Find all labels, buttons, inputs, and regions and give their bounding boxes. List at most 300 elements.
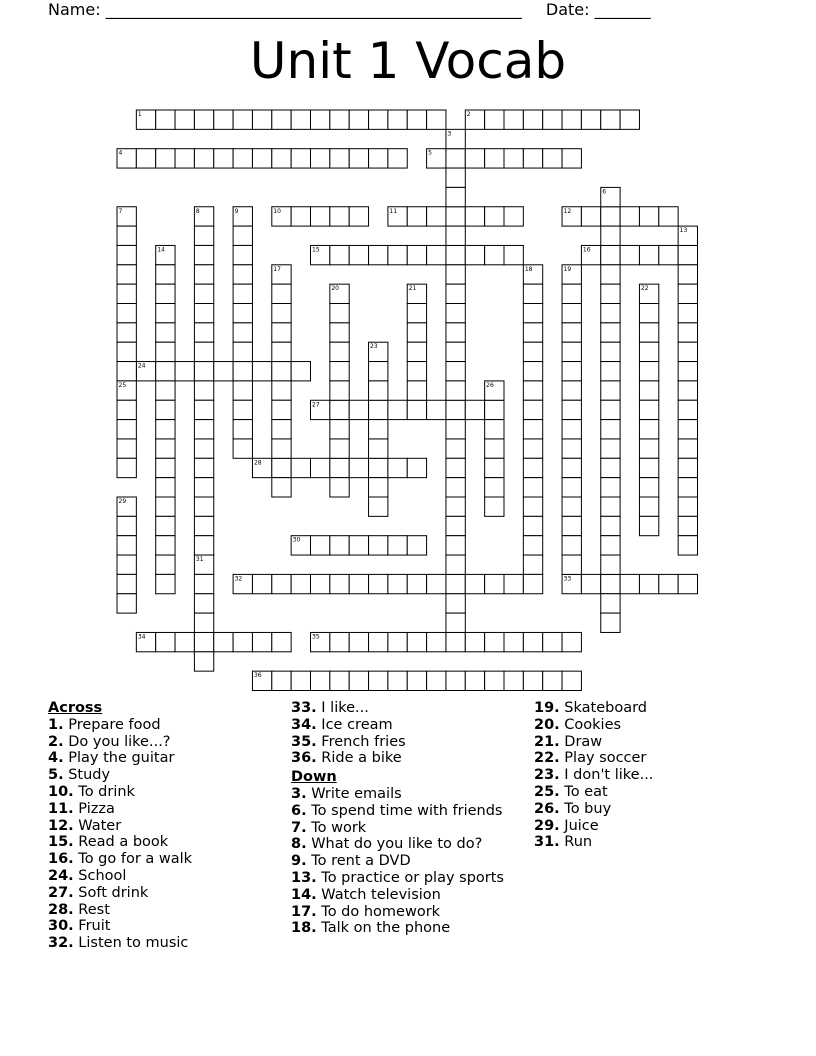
grid-cell[interactable] (175, 632, 194, 651)
grid-cell[interactable] (446, 497, 465, 516)
grid-cell[interactable] (252, 149, 271, 168)
grid-cell[interactable] (562, 110, 581, 129)
grid-cell[interactable] (291, 207, 310, 226)
grid-cell[interactable] (272, 304, 291, 323)
grid-cell[interactable] (446, 323, 465, 342)
grid-cell[interactable] (562, 516, 581, 535)
grid-cell[interactable] (330, 632, 349, 651)
grid-cell[interactable] (601, 497, 620, 516)
grid-cell[interactable] (601, 613, 620, 632)
grid-cell[interactable] (427, 110, 446, 129)
grid-cell[interactable] (504, 110, 523, 129)
grid-cell[interactable] (194, 458, 213, 477)
grid-cell[interactable] (446, 478, 465, 497)
grid-cell[interactable] (407, 574, 426, 593)
grid-cell[interactable] (523, 478, 542, 497)
grid-cell[interactable] (214, 110, 233, 129)
grid-cell[interactable] (407, 245, 426, 264)
grid-cell[interactable] (427, 207, 446, 226)
grid-cell[interactable] (311, 110, 330, 129)
grid-cell[interactable] (272, 632, 291, 651)
grid-cell[interactable] (252, 362, 271, 381)
grid-cell[interactable] (562, 458, 581, 477)
grid-cell[interactable] (369, 400, 388, 419)
grid-cell[interactable] (272, 284, 291, 303)
grid-cell[interactable] (369, 362, 388, 381)
grid-cell[interactable] (678, 342, 697, 361)
grid-cell[interactable] (485, 400, 504, 419)
grid-cell[interactable] (194, 226, 213, 245)
grid-cell[interactable] (601, 110, 620, 129)
grid-cell[interactable] (504, 149, 523, 168)
grid-cell[interactable] (446, 245, 465, 264)
grid-cell[interactable] (194, 439, 213, 458)
grid-cell[interactable] (601, 362, 620, 381)
grid-cell[interactable] (156, 497, 175, 516)
grid-cell[interactable] (465, 207, 484, 226)
grid-cell[interactable] (659, 574, 678, 593)
grid-cell[interactable] (523, 458, 542, 477)
grid-cell[interactable] (194, 536, 213, 555)
grid-cell[interactable] (194, 632, 213, 651)
grid-cell[interactable] (156, 632, 175, 651)
grid-cell[interactable] (349, 671, 368, 690)
grid-cell[interactable] (446, 420, 465, 439)
grid-cell[interactable] (233, 342, 252, 361)
grid-cell[interactable] (446, 226, 465, 245)
grid-cell[interactable] (446, 342, 465, 361)
grid-cell[interactable] (543, 671, 562, 690)
name-blank[interactable]: ____________________________________________________ (105, 0, 522, 19)
grid-cell[interactable] (156, 323, 175, 342)
grid-cell[interactable] (504, 671, 523, 690)
grid-cell[interactable] (678, 536, 697, 555)
grid-cell[interactable] (639, 304, 658, 323)
grid-cell[interactable] (620, 110, 639, 129)
grid-cell[interactable] (639, 400, 658, 419)
grid-cell[interactable] (678, 400, 697, 419)
grid-cell[interactable] (678, 304, 697, 323)
grid-cell[interactable] (194, 362, 213, 381)
grid-cell[interactable] (523, 304, 542, 323)
grid-cell[interactable] (523, 420, 542, 439)
grid-cell[interactable] (369, 458, 388, 477)
grid-cell[interactable] (485, 478, 504, 497)
grid-cell[interactable] (639, 342, 658, 361)
grid-cell[interactable] (194, 110, 213, 129)
grid-cell[interactable] (388, 400, 407, 419)
grid-cell[interactable] (369, 671, 388, 690)
grid-cell[interactable] (523, 400, 542, 419)
grid-cell[interactable] (388, 574, 407, 593)
grid-cell[interactable] (639, 458, 658, 477)
grid-cell[interactable] (678, 439, 697, 458)
grid-cell[interactable] (117, 516, 136, 535)
grid-cell[interactable] (272, 574, 291, 593)
grid-cell[interactable] (311, 458, 330, 477)
grid-cell[interactable] (465, 671, 484, 690)
grid-cell[interactable] (601, 458, 620, 477)
grid-cell[interactable] (349, 400, 368, 419)
grid-cell[interactable] (388, 632, 407, 651)
grid-cell[interactable] (369, 420, 388, 439)
grid-cell[interactable] (330, 149, 349, 168)
grid-cell[interactable] (136, 149, 155, 168)
grid-cell[interactable] (233, 110, 252, 129)
grid-cell[interactable] (117, 574, 136, 593)
grid-cell[interactable] (388, 149, 407, 168)
grid-cell[interactable] (601, 478, 620, 497)
grid-cell[interactable] (156, 439, 175, 458)
grid-cell[interactable] (485, 245, 504, 264)
grid-cell[interactable] (117, 594, 136, 613)
grid-cell[interactable] (485, 110, 504, 129)
grid-cell[interactable] (388, 110, 407, 129)
grid-cell[interactable] (601, 304, 620, 323)
grid-cell[interactable] (194, 613, 213, 632)
grid-cell[interactable] (349, 536, 368, 555)
grid-cell[interactable] (252, 574, 271, 593)
grid-cell[interactable] (311, 574, 330, 593)
grid-cell[interactable] (272, 439, 291, 458)
grid-cell[interactable] (523, 555, 542, 574)
grid-cell[interactable] (504, 207, 523, 226)
grid-cell[interactable] (485, 149, 504, 168)
grid-cell[interactable] (252, 110, 271, 129)
grid-cell[interactable] (388, 458, 407, 477)
grid-cell[interactable] (601, 400, 620, 419)
grid-cell[interactable] (194, 594, 213, 613)
grid-cell[interactable] (117, 555, 136, 574)
grid-cell[interactable] (117, 400, 136, 419)
grid-cell[interactable] (485, 671, 504, 690)
grid-cell[interactable] (233, 381, 252, 400)
grid-cell[interactable] (291, 671, 310, 690)
grid-cell[interactable] (156, 536, 175, 555)
grid-cell[interactable] (175, 362, 194, 381)
grid-cell[interactable] (291, 458, 310, 477)
grid-cell[interactable] (523, 342, 542, 361)
grid-cell[interactable] (388, 671, 407, 690)
grid-cell[interactable] (639, 439, 658, 458)
grid-cell[interactable] (156, 400, 175, 419)
grid-cell[interactable] (523, 149, 542, 168)
grid-cell[interactable] (446, 594, 465, 613)
grid-cell[interactable] (349, 632, 368, 651)
grid-cell[interactable] (581, 574, 600, 593)
grid-cell[interactable] (504, 632, 523, 651)
grid-cell[interactable] (349, 149, 368, 168)
grid-cell[interactable] (156, 265, 175, 284)
grid-cell[interactable] (117, 304, 136, 323)
grid-cell[interactable] (349, 574, 368, 593)
grid-cell[interactable] (233, 439, 252, 458)
grid-cell[interactable] (562, 323, 581, 342)
grid-cell[interactable] (523, 516, 542, 535)
grid-cell[interactable] (562, 439, 581, 458)
grid-cell[interactable] (562, 362, 581, 381)
grid-cell[interactable] (272, 458, 291, 477)
grid-cell[interactable] (291, 362, 310, 381)
grid-cell[interactable] (678, 574, 697, 593)
grid-cell[interactable] (233, 284, 252, 303)
grid-cell[interactable] (272, 420, 291, 439)
grid-cell[interactable] (601, 594, 620, 613)
grid-cell[interactable] (407, 110, 426, 129)
grid-cell[interactable] (678, 478, 697, 497)
grid-cell[interactable] (194, 652, 213, 671)
grid-cell[interactable] (156, 110, 175, 129)
grid-cell[interactable] (543, 110, 562, 129)
grid-cell[interactable] (523, 381, 542, 400)
grid-cell[interactable] (446, 671, 465, 690)
grid-cell[interactable] (523, 632, 542, 651)
grid-cell[interactable] (156, 516, 175, 535)
grid-cell[interactable] (156, 284, 175, 303)
grid-cell[interactable] (465, 574, 484, 593)
grid-cell[interactable] (233, 265, 252, 284)
grid-cell[interactable] (407, 342, 426, 361)
grid-cell[interactable] (330, 400, 349, 419)
grid-cell[interactable] (446, 536, 465, 555)
grid-cell[interactable] (388, 536, 407, 555)
grid-cell[interactable] (485, 497, 504, 516)
grid-cell[interactable] (330, 458, 349, 477)
grid-cell[interactable] (659, 245, 678, 264)
grid-cell[interactable] (485, 458, 504, 477)
grid-cell[interactable] (562, 149, 581, 168)
grid-cell[interactable] (485, 207, 504, 226)
grid-cell[interactable] (156, 149, 175, 168)
grid-cell[interactable] (562, 420, 581, 439)
grid-cell[interactable] (291, 149, 310, 168)
grid-cell[interactable] (581, 207, 600, 226)
grid-cell[interactable] (562, 478, 581, 497)
grid-cell[interactable] (446, 555, 465, 574)
grid-cell[interactable] (330, 420, 349, 439)
grid-cell[interactable] (659, 207, 678, 226)
grid-cell[interactable] (678, 458, 697, 477)
grid-cell[interactable] (291, 574, 310, 593)
grid-cell[interactable] (678, 265, 697, 284)
grid-cell[interactable] (194, 323, 213, 342)
grid-cell[interactable] (272, 149, 291, 168)
grid-cell[interactable] (330, 381, 349, 400)
grid-cell[interactable] (194, 284, 213, 303)
grid-cell[interactable] (601, 323, 620, 342)
grid-cell[interactable] (446, 207, 465, 226)
grid-cell[interactable] (465, 632, 484, 651)
grid-cell[interactable] (407, 632, 426, 651)
grid-cell[interactable] (117, 536, 136, 555)
grid-cell[interactable] (194, 304, 213, 323)
grid-cell[interactable] (272, 323, 291, 342)
grid-cell[interactable] (601, 226, 620, 245)
grid-cell[interactable] (446, 362, 465, 381)
grid-cell[interactable] (446, 574, 465, 593)
grid-cell[interactable] (349, 110, 368, 129)
grid-cell[interactable] (311, 207, 330, 226)
grid-cell[interactable] (446, 516, 465, 535)
grid-cell[interactable] (678, 245, 697, 264)
grid-cell[interactable] (465, 149, 484, 168)
grid-cell[interactable] (330, 110, 349, 129)
grid-cell[interactable] (272, 362, 291, 381)
grid-cell[interactable] (620, 245, 639, 264)
grid-cell[interactable] (369, 478, 388, 497)
grid-cell[interactable] (156, 458, 175, 477)
grid-cell[interactable] (369, 536, 388, 555)
grid-cell[interactable] (601, 381, 620, 400)
grid-cell[interactable] (543, 149, 562, 168)
grid-cell[interactable] (562, 497, 581, 516)
grid-cell[interactable] (407, 362, 426, 381)
grid-cell[interactable] (601, 265, 620, 284)
grid-cell[interactable] (446, 381, 465, 400)
grid-cell[interactable] (523, 439, 542, 458)
grid-cell[interactable] (369, 439, 388, 458)
grid-cell[interactable] (446, 284, 465, 303)
grid-cell[interactable] (272, 400, 291, 419)
grid-cell[interactable] (678, 323, 697, 342)
grid-cell[interactable] (194, 149, 213, 168)
grid-cell[interactable] (369, 110, 388, 129)
grid-cell[interactable] (601, 207, 620, 226)
grid-cell[interactable] (194, 574, 213, 593)
grid-cell[interactable] (485, 632, 504, 651)
grid-cell[interactable] (465, 245, 484, 264)
grid-cell[interactable] (601, 420, 620, 439)
grid-cell[interactable] (233, 304, 252, 323)
grid-cell[interactable] (117, 362, 136, 381)
grid-cell[interactable] (233, 226, 252, 245)
grid-cell[interactable] (639, 516, 658, 535)
grid-cell[interactable] (678, 284, 697, 303)
grid-cell[interactable] (523, 110, 542, 129)
grid-cell[interactable] (639, 478, 658, 497)
grid-cell[interactable] (427, 400, 446, 419)
grid-cell[interactable] (562, 304, 581, 323)
grid-cell[interactable] (601, 245, 620, 264)
grid-cell[interactable] (117, 323, 136, 342)
grid-cell[interactable] (330, 323, 349, 342)
grid-cell[interactable] (407, 207, 426, 226)
grid-cell[interactable] (678, 381, 697, 400)
grid-cell[interactable] (156, 478, 175, 497)
grid-cell[interactable] (620, 574, 639, 593)
grid-cell[interactable] (639, 497, 658, 516)
grid-cell[interactable] (272, 381, 291, 400)
grid-cell[interactable] (194, 516, 213, 535)
grid-cell[interactable] (272, 671, 291, 690)
grid-cell[interactable] (252, 632, 271, 651)
grid-cell[interactable] (156, 574, 175, 593)
grid-cell[interactable] (117, 265, 136, 284)
grid-cell[interactable] (562, 536, 581, 555)
grid-cell[interactable] (194, 497, 213, 516)
grid-cell[interactable] (407, 400, 426, 419)
grid-cell[interactable] (194, 265, 213, 284)
grid-cell[interactable] (601, 439, 620, 458)
grid-cell[interactable] (369, 632, 388, 651)
grid-cell[interactable] (156, 362, 175, 381)
grid-cell[interactable] (639, 245, 658, 264)
grid-cell[interactable] (330, 342, 349, 361)
grid-cell[interactable] (601, 574, 620, 593)
grid-cell[interactable] (485, 439, 504, 458)
grid-cell[interactable] (407, 458, 426, 477)
grid-cell[interactable] (523, 362, 542, 381)
grid-cell[interactable] (369, 497, 388, 516)
grid-cell[interactable] (175, 149, 194, 168)
grid-cell[interactable] (485, 420, 504, 439)
grid-cell[interactable] (156, 555, 175, 574)
grid-cell[interactable] (562, 381, 581, 400)
grid-cell[interactable] (291, 110, 310, 129)
grid-cell[interactable] (639, 381, 658, 400)
grid-cell[interactable] (446, 187, 465, 206)
grid-cell[interactable] (678, 497, 697, 516)
grid-cell[interactable] (504, 245, 523, 264)
grid-cell[interactable] (349, 207, 368, 226)
grid-cell[interactable] (175, 110, 194, 129)
grid-cell[interactable] (330, 536, 349, 555)
grid-cell[interactable] (233, 245, 252, 264)
grid-cell[interactable] (427, 574, 446, 593)
grid-cell[interactable] (117, 439, 136, 458)
grid-cell[interactable] (562, 555, 581, 574)
grid-cell[interactable] (601, 516, 620, 535)
grid-cell[interactable] (446, 458, 465, 477)
grid-cell[interactable] (407, 536, 426, 555)
grid-cell[interactable] (194, 342, 213, 361)
date-blank[interactable]: _______ (594, 0, 651, 19)
grid-cell[interactable] (233, 420, 252, 439)
grid-cell[interactable] (349, 245, 368, 264)
grid-cell[interactable] (446, 613, 465, 632)
grid-cell[interactable] (330, 362, 349, 381)
grid-cell[interactable] (678, 420, 697, 439)
grid-cell[interactable] (465, 400, 484, 419)
grid-cell[interactable] (601, 284, 620, 303)
grid-cell[interactable] (639, 207, 658, 226)
grid-cell[interactable] (272, 110, 291, 129)
grid-cell[interactable] (601, 555, 620, 574)
grid-cell[interactable] (446, 304, 465, 323)
grid-cell[interactable] (272, 478, 291, 497)
grid-cell[interactable] (156, 420, 175, 439)
grid-cell[interactable] (543, 632, 562, 651)
grid-cell[interactable] (427, 632, 446, 651)
grid-cell[interactable] (639, 420, 658, 439)
grid-cell[interactable] (407, 381, 426, 400)
grid-cell[interactable] (330, 304, 349, 323)
grid-cell[interactable] (311, 149, 330, 168)
grid-cell[interactable] (330, 439, 349, 458)
grid-cell[interactable] (330, 671, 349, 690)
grid-cell[interactable] (581, 110, 600, 129)
grid-cell[interactable] (523, 323, 542, 342)
grid-cell[interactable] (639, 362, 658, 381)
grid-cell[interactable] (233, 632, 252, 651)
grid-cell[interactable] (311, 671, 330, 690)
grid-cell[interactable] (214, 149, 233, 168)
grid-cell[interactable] (156, 381, 175, 400)
grid-cell[interactable] (427, 671, 446, 690)
grid-cell[interactable] (156, 342, 175, 361)
grid-cell[interactable] (446, 265, 465, 284)
grid-cell[interactable] (117, 284, 136, 303)
